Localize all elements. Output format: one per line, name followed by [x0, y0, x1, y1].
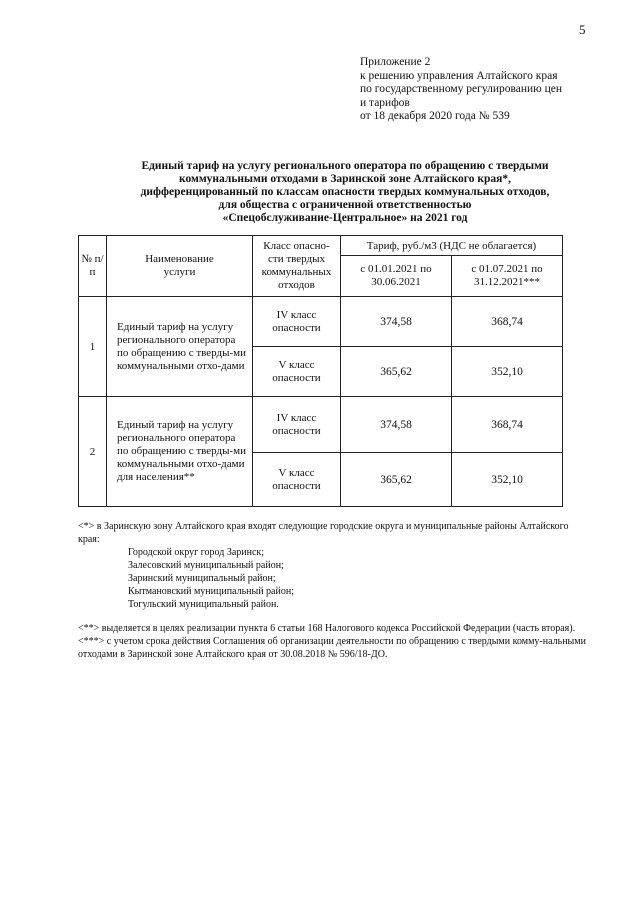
row-value-period-2: 368,74 [452, 297, 563, 347]
appendix-header [360, 56, 562, 124]
row-class: V класс опасности [253, 453, 341, 507]
title-line: коммунальными отходами в Заринской зоне Алтайского края*, [179, 173, 511, 185]
table-header-row [79, 236, 563, 256]
header-hazard-class: Класс опасно-сти твердых коммунальных отходов [253, 236, 341, 297]
title-line: «Спецобслуживание-Центральное» на 2021 год [222, 212, 468, 224]
title-line: дифференцированный по классам опасности твердых коммунальных отходов, [140, 186, 550, 198]
district-item: Кытмановский муниципальный район; [128, 586, 294, 597]
footnotes [78, 520, 590, 661]
row-value-period-1: 365,62 [341, 453, 452, 507]
appendix-line: и тарифов [360, 96, 410, 109]
table-row [79, 397, 563, 453]
header-num: № п/п [79, 236, 107, 297]
row-value-period-1: 365,62 [341, 347, 452, 397]
header-period-1: с 01.01.2021 по 30.06.2021 [341, 256, 452, 297]
title-line: для общества с ограниченной ответственностью [218, 199, 472, 211]
row-service-name: Единый тариф на услугу регионального оператора по обращению с тверды-ми коммунальными отхо-дами для населения** [107, 397, 253, 507]
title-line: Единый тариф на услугу регионального оператора по обращению с твердыми [141, 160, 549, 172]
row-value-period-2: 352,10 [452, 453, 563, 507]
district-item: Городской округ город Заринск; [128, 547, 265, 558]
district-item: Залесовский муниципальный район; [128, 560, 284, 571]
footnote-star3: <***> с учетом срока действия Соглашения об организации деятельности по обращению с твердыми комму-нальными отходами в Заринской зоне Алтайского края от 30.08.2018 № 596/18-ДО. [78, 636, 586, 660]
district-item: Заринский муниципальный район; [128, 573, 276, 584]
row-num: 2 [79, 397, 107, 507]
header-tariff: Тариф, руб./м3 (НДС не облагается) [341, 236, 563, 256]
page-number: 5 [579, 22, 586, 37]
appendix-line: к решению управления Алтайского края [360, 69, 558, 82]
row-class: IV класс опасности [253, 297, 341, 347]
row-value-period-2: 368,74 [452, 397, 563, 453]
appendix-line: от 18 декабря 2020 года № 539 [360, 110, 510, 122]
header-service-name: Наименование услуги [107, 236, 253, 297]
row-service-name: Единый тариф на услугу регионального оператора по обращению с тверды-ми коммунальными отхо-дами [107, 297, 253, 397]
footnote-star1: <*> в Заринскую зону Алтайского края входят следующие городские округа и муниципальные районы Алтайского края: [78, 521, 569, 545]
row-class: V класс опасности [253, 347, 341, 397]
table-row [79, 297, 563, 347]
document-title [90, 160, 600, 225]
row-value-period-2: 352,10 [452, 347, 563, 397]
row-value-period-1: 374,58 [341, 297, 452, 347]
header-period-2: с 01.07.2021 по 31.12.2021*** [452, 256, 563, 297]
footnote-star2: <**> выделяется в целях реализации пункта 6 статьи 168 Налогового кодекса Российской Федерации (часть вторая). [78, 623, 576, 634]
row-num: 1 [79, 297, 107, 397]
tariff-table [78, 235, 563, 507]
row-class: IV класс опасности [253, 397, 341, 453]
district-item: Тогульский муниципальный район. [128, 599, 279, 610]
row-value-period-1: 374,58 [341, 397, 452, 453]
appendix-line: по государственному регулированию цен [360, 83, 563, 95]
appendix-line: Приложение 2 [360, 56, 431, 68]
